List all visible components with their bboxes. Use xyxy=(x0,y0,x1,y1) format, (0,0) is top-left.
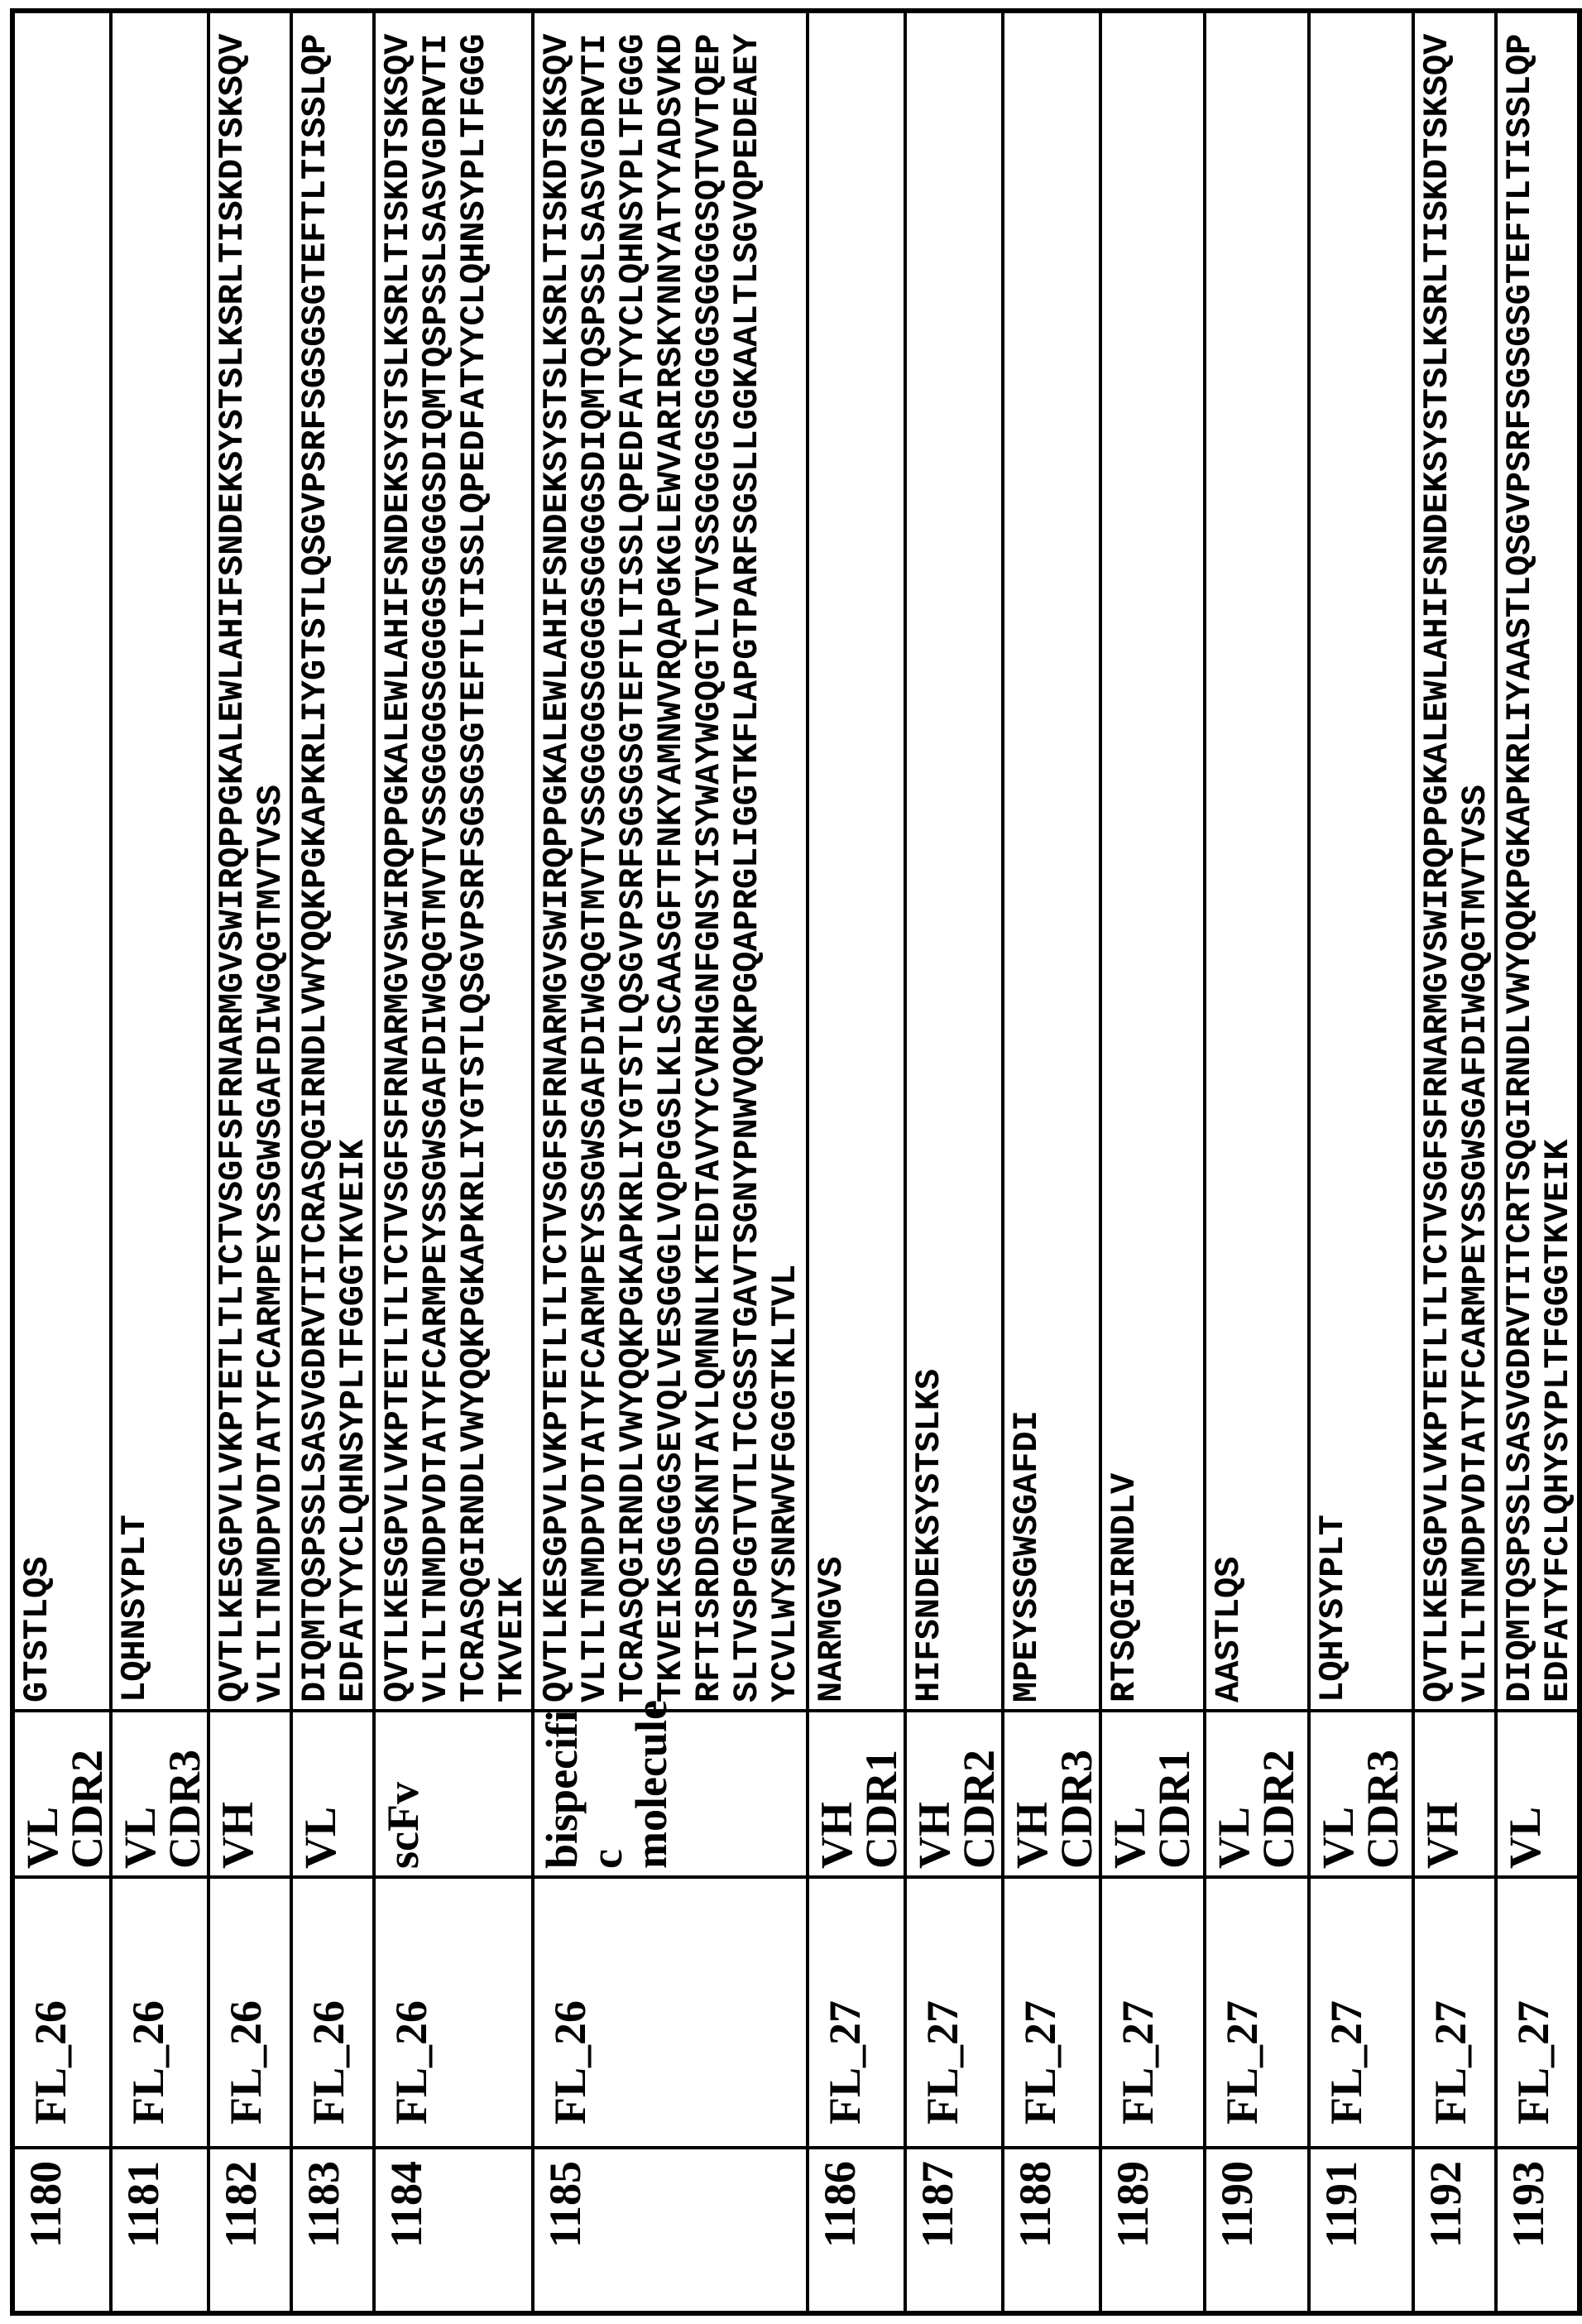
region-line: VL xyxy=(1500,1806,1550,1869)
region-line: CDR2 xyxy=(62,1750,112,1869)
table-row xyxy=(1003,11,1100,2313)
table-row xyxy=(1413,11,1496,2313)
table-row xyxy=(1100,11,1205,2313)
seq-id-value: 1185 xyxy=(540,2161,590,2249)
sequence-line: VLTLTNMDPVDTATYFCARMPEYSSGWSGAFDIWGQGTMVTVSS xyxy=(1455,785,1495,1702)
antibody-name: FL_27 xyxy=(1321,2000,1371,2125)
region-cell xyxy=(808,1711,905,1877)
region-line: CDR3 xyxy=(1358,1750,1407,1869)
antibody-cell xyxy=(533,1877,808,2148)
seq-id-value: 1189 xyxy=(1108,2161,1158,2249)
sequence-line: VLTLTNMDPVDTATYFCARMPEYSSGWSGAFDIWGQGTMVTVSSGGGGSGGGGSGGGGSDIQMTQSPSSLSASVGDRVTI xyxy=(575,33,615,1702)
seq-id-cell xyxy=(291,2148,374,2313)
sequence-line: MPEYSSGWSGAFDI xyxy=(1007,1410,1047,1702)
seq-id-value: 1190 xyxy=(1212,2161,1262,2249)
sequence-line: QVTLKESGPVLVKPTETLTLTCTVSGFSFRNARMGVSWIRQPPGKALEWLAHIFSNDEKSYSTSLKSRLTISKDTSKSQV xyxy=(378,33,418,1702)
sequence-line: DIQMTQSPSSLSASVGDRVTITCRTSQGIRNDLVWYQQKPGKAPKRLIYAASTLQSGVPSRFSGSGSGTEFTLTISSLQP xyxy=(1500,33,1540,1702)
sequence-line: RFTISRDDSKNTAYLQMNNLKTEDTAVYYCVRHGNFGNSYISYWAYWGQGTLVTVSSGGGGSGGGGSGGGGSQTVVTQEP xyxy=(689,33,729,1702)
region-line: VH xyxy=(909,1802,959,1869)
region-line: CDR2 xyxy=(954,1750,1004,1869)
region-line: VL xyxy=(17,1806,67,1869)
seq-id-cell xyxy=(1205,2148,1309,2313)
table-row xyxy=(1205,11,1309,2313)
sequence-line: SLTVSPGGTVTLTCGSSTGAVTSGNYPNWVQQKPGQAPRGLIGGTKFLAPGTPARFSGSLLGGKAALTLSGVQPEDEAEY xyxy=(727,33,767,1702)
table-row xyxy=(374,11,533,2313)
table-row xyxy=(1309,11,1413,2313)
region-line: scFv xyxy=(378,1782,428,1869)
region-cell xyxy=(1309,1711,1413,1877)
antibody-name: FL_26 xyxy=(26,2000,75,2125)
antibody-name: FL_26 xyxy=(123,2000,173,2125)
antibody-cell xyxy=(808,1877,905,2148)
sequence-cell xyxy=(905,11,1003,1711)
region-line: VH xyxy=(1007,1802,1057,1869)
seq-id-cell xyxy=(374,2148,533,2313)
sequence-cell xyxy=(808,11,905,1711)
seq-id-value: 1181 xyxy=(118,2161,168,2249)
seq-id-value: 1192 xyxy=(1421,2161,1470,2249)
antibody-cell xyxy=(1496,1877,1580,2148)
sequence-table xyxy=(10,8,1582,2316)
table-row xyxy=(533,11,808,2313)
seq-id-value: 1186 xyxy=(815,2161,865,2249)
region-cell xyxy=(905,1711,1003,1877)
sequence-cell xyxy=(1496,11,1580,1711)
seq-id-value: 1184 xyxy=(381,2161,431,2249)
sequence-cell xyxy=(209,11,291,1711)
sequence-table-body xyxy=(12,11,1580,2313)
region-cell xyxy=(374,1711,533,1877)
region-line: VL xyxy=(115,1806,165,1869)
seq-id-cell xyxy=(808,2148,905,2313)
region-line: CDR1 xyxy=(856,1750,906,1869)
seq-id-cell xyxy=(1003,2148,1100,2313)
seq-id-cell xyxy=(12,2148,111,2313)
sequence-line: QVTLKESGPVLVKPTETLTLTCTVSGFSFRNARMGVSWIRQPPGKALEWLAHIFSNDEKSYSTSLKSRLTISKDTSKSQV xyxy=(213,33,252,1702)
table-row xyxy=(111,11,209,2313)
table-row xyxy=(291,11,374,2313)
table-row xyxy=(1496,11,1580,2313)
seq-id-cell xyxy=(1496,2148,1580,2313)
sequence-line: TCRASQGIRNDLVWYQQKPGKAPKRLIYGTSTLQSGVPSRFSGSGSGTEFTLTISSLQPEDFATYYCLQHNSYPLTFGGG xyxy=(613,33,653,1702)
antibody-cell xyxy=(209,1877,291,2148)
seq-id-cell xyxy=(111,2148,209,2313)
seq-id-value: 1183 xyxy=(299,2161,348,2249)
region-line: VL xyxy=(295,1806,345,1869)
antibody-cell xyxy=(1205,1877,1309,2148)
region-cell xyxy=(291,1711,374,1877)
sequence-cell xyxy=(291,11,374,1711)
region-cell xyxy=(1413,1711,1496,1877)
sequence-line: DIQMTQSPSSLSASVGDRVTITCRASQGIRNDLVWYQQKPGKAPKRLIYGTSTLQSGVPSRFSGSGSGTEFTLTISSLQP xyxy=(295,33,335,1702)
sequence-line: TCRASQGIRNDLVWYQQKPGKAPKRLIYGTSTLQSGVPSRFSGSGSGTEFTLTISSLQPEDFATYYCLQHNSYPLTFGGG xyxy=(454,33,494,1702)
region-line: CDR2 xyxy=(1254,1750,1303,1869)
region-line: VL xyxy=(1105,1806,1154,1869)
seq-id-cell xyxy=(1100,2148,1205,2313)
antibody-name: FL_27 xyxy=(918,2000,967,2125)
table-row xyxy=(905,11,1003,2313)
region-line: VL xyxy=(1209,1806,1258,1869)
region-cell xyxy=(111,1711,209,1877)
antibody-name: FL_26 xyxy=(545,2000,595,2125)
sequence-line: RTSQGIRNDLV xyxy=(1105,1472,1144,1702)
antibody-cell xyxy=(1100,1877,1205,2148)
antibody-name: FL_27 xyxy=(1113,2000,1163,2125)
antibody-name: FL_27 xyxy=(820,2000,870,2125)
seq-id-value: 1182 xyxy=(216,2161,266,2249)
table-row xyxy=(209,11,291,2313)
seq-id-cell xyxy=(533,2148,808,2313)
region-line: bispecifi xyxy=(537,1709,587,1869)
region-cell xyxy=(1100,1711,1205,1877)
seq-id-value: 1187 xyxy=(913,2161,962,2249)
sequence-cell xyxy=(1100,11,1205,1711)
antibody-cell xyxy=(1003,1877,1100,2148)
seq-id-value: 1191 xyxy=(1316,2161,1366,2249)
table-row xyxy=(808,11,905,2313)
sequence-line: EDFATYFCLQHYSYPLTFGGGTKVEIK xyxy=(1538,1139,1578,1702)
region-line: c xyxy=(582,1849,631,1869)
region-cell xyxy=(12,1711,111,1877)
seq-id-value: 1180 xyxy=(21,2161,70,2249)
region-line: VH xyxy=(1417,1802,1467,1869)
table-row xyxy=(12,11,111,2313)
antibody-cell xyxy=(291,1877,374,2148)
seq-id-cell xyxy=(1413,2148,1496,2313)
antibody-cell xyxy=(374,1877,533,2148)
sequence-line: NARMGVS xyxy=(812,1556,851,1702)
region-line: CDR1 xyxy=(1149,1750,1199,1869)
antibody-cell xyxy=(1309,1877,1413,2148)
region-line: CDR3 xyxy=(160,1750,209,1869)
region-line: VH xyxy=(812,1802,861,1869)
antibody-name: FL_27 xyxy=(1217,2000,1267,2125)
sequence-line: LQHNSYPLT xyxy=(115,1515,155,1702)
sequence-cell xyxy=(12,11,111,1711)
sequence-cell xyxy=(374,11,533,1711)
sequence-cell xyxy=(1205,11,1309,1711)
region-line: VL xyxy=(1313,1806,1363,1869)
sequence-line: LQHYSYPLT xyxy=(1313,1515,1353,1702)
seq-id-cell xyxy=(1309,2148,1413,2313)
sequence-line: YCVLWYSNRWVFGGGTKLTVL xyxy=(765,1264,805,1702)
seq-id-cell xyxy=(905,2148,1003,2313)
antibody-name: FL_26 xyxy=(221,2000,271,2125)
antibody-cell xyxy=(12,1877,111,2148)
region-line: VH xyxy=(213,1802,262,1869)
seq-id-value: 1193 xyxy=(1503,2161,1553,2249)
sequence-cell xyxy=(1003,11,1100,1711)
region-cell xyxy=(1003,1711,1100,1877)
region-line: molecule xyxy=(626,1700,676,1869)
sequence-line: VLTLTNMDPVDTATYFCARMPEYSSGWSGAFDIWGQGTMVTVSSGGGGSGGGGSGGGGSDIQMTQSPSSLSASVGDRVTI xyxy=(416,33,456,1702)
region-cell xyxy=(1496,1711,1580,1877)
antibody-name: FL_27 xyxy=(1426,2000,1475,2125)
region-cell xyxy=(533,1700,808,1877)
antibody-cell xyxy=(111,1877,209,2148)
sequence-line: HIFSNDEKSYSTSLKS xyxy=(909,1368,949,1702)
sequence-cell xyxy=(111,11,209,1711)
sequence-line: GTSTLQS xyxy=(17,1556,57,1702)
sequence-cell xyxy=(1309,11,1413,1711)
sequence-line: QVTLKESGPVLVKPTETLTLTCTVSGFSFRNARMGVSWIRQPPGKALEWLAHIFSNDEKSYSTSLKSRLTISKDTSKSQV xyxy=(537,33,577,1702)
sequence-line: TKVEIKSGGGGSEVQLVESGGGLVQPGGSLKLSCAASGFTFNKYAMNWVRQAPGKGLEWVARIRSKYNNYATYYADSVKD xyxy=(651,33,691,1702)
sequence-line: VLTLTNMDPVDTATYFCARMPEYSSGWSGAFDIWGQGTMVTVSS xyxy=(251,785,290,1702)
antibody-name: FL_26 xyxy=(386,2000,436,2125)
antibody-name: FL_27 xyxy=(1015,2000,1065,2125)
antibody-name: FL_26 xyxy=(304,2000,353,2125)
region-cell xyxy=(1205,1711,1309,1877)
sequence-line: TKVEIK xyxy=(492,1577,532,1702)
region-line: CDR3 xyxy=(1052,1750,1101,1869)
sequence-line: AASTLQS xyxy=(1209,1556,1249,1702)
seq-id-cell xyxy=(209,2148,291,2313)
sequence-line: QVTLKESGPVLVKPTETLTLTCTVSGFSFRNARMGVSWIRQPPGKALEWLAHIFSNDEKSYSTSLKSRLTISKDTSKSQV xyxy=(1417,33,1457,1702)
antibody-cell xyxy=(1413,1877,1496,2148)
sequence-cell xyxy=(533,11,808,1711)
sequence-cell xyxy=(1413,11,1496,1711)
seq-id-value: 1188 xyxy=(1010,2161,1060,2249)
region-cell xyxy=(209,1711,291,1877)
antibody-cell xyxy=(905,1877,1003,2148)
antibody-name: FL_27 xyxy=(1508,2000,1558,2125)
sequence-line: EDFATYYCLQHNSYPLTFGGGTKVEIK xyxy=(333,1139,373,1702)
